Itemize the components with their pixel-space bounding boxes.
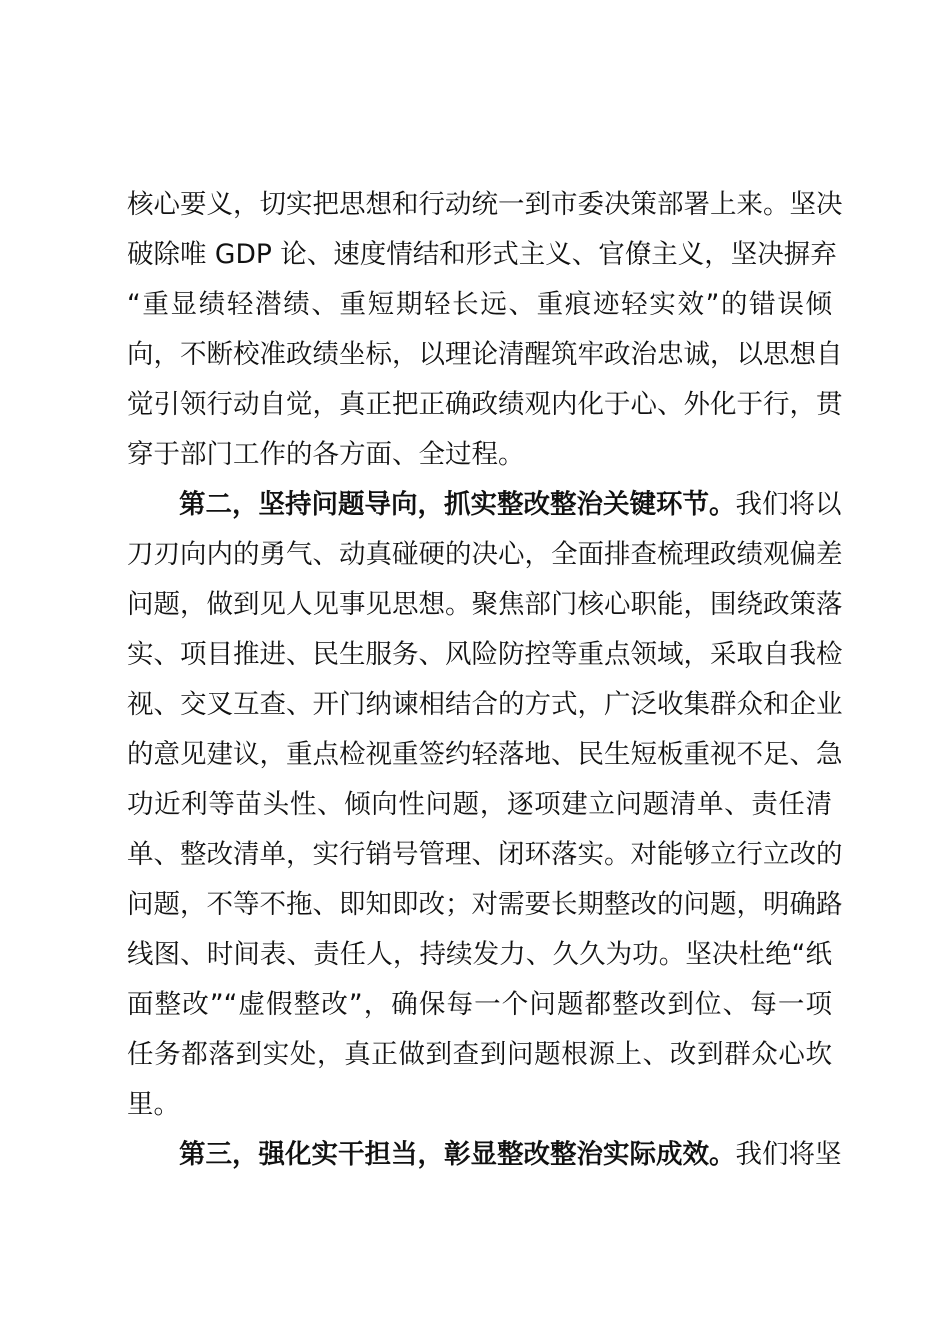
paragraph-line: 里。 xyxy=(127,1089,180,1120)
paragraph-first-line xyxy=(127,480,842,530)
paragraph-line: 觉引领行动自觉，真正把正确政绩观内化于心、外化于行，贯 xyxy=(127,389,843,420)
paragraph-line: 向，不断校准政绩坐标，以理论清醒筑牢政治忠诚，以思想自 xyxy=(127,339,843,370)
paragraph-line: 线图、时间表、责任人，持续发力、久久为功。坚决杜绝“纸 xyxy=(127,939,832,970)
paragraph-3 xyxy=(127,1130,842,1180)
paragraph-line: 的意见建议，重点检视重签约轻落地、民生短板重视不足、急 xyxy=(127,739,843,770)
paragraph-line: 功近利等苗头性、倾向性问题，逐项建立问题清单、责任清 xyxy=(127,789,832,820)
paragraph-line: 刀刃向内的勇气、动真碰硬的决心，全面排查梳理政绩观偏差 xyxy=(127,539,843,570)
paragraph-line: 面整改”“虚假整改”，确保每一个问题都整改到位、每一项 xyxy=(127,989,832,1020)
paragraph-line: 问题，不等不拖、即知即改；对需要长期整改的问题，明确路 xyxy=(127,889,843,920)
paragraph-line: 核心要义，切实把思想和行动统一到市委决策部署上来。坚决 xyxy=(127,189,843,220)
paragraph-line: 视、交叉互查、开门纳谏相结合的方式，广泛收集群众和企业 xyxy=(127,689,843,720)
paragraph-line: 实、项目推进、民生服务、风险防控等重点领域，采取自我检 xyxy=(127,639,843,670)
paragraph-2 xyxy=(127,480,843,1130)
paragraph-line: 破除唯 GDP 论、速度情结和形式主义、官僚主义，坚决摒弃 xyxy=(127,239,837,270)
section-heading: 第三，强化实干担当，彰显整改整治实际成效。 xyxy=(179,1139,736,1170)
paragraph-line: 穿于部门工作的各方面、全过程。 xyxy=(127,439,525,470)
paragraph-first-line xyxy=(127,1130,842,1180)
paragraph-line: 单、整改清单，实行销号管理、闭环落实。对能够立行立改的 xyxy=(127,839,843,870)
document-body xyxy=(127,180,843,1180)
paragraph-line: 任务都落到实处，真正做到查到问题根源上、改到群众心坎 xyxy=(127,1039,832,1070)
section-heading: 第二，坚持问题导向，抓实整改整治关键环节。 xyxy=(179,489,736,520)
paragraph-line: 问题，做到见人见事见思想。聚焦部门核心职能，围绕政策落 xyxy=(127,589,843,620)
paragraph-1 xyxy=(127,180,843,480)
paragraph-text: 我们将以 xyxy=(735,489,842,520)
paragraph-line: “重显绩轻潜绩、重短期轻长远、重痕迹轻实效”的错误倾 xyxy=(127,289,832,320)
paragraph-text: 我们将坚 xyxy=(735,1139,842,1170)
